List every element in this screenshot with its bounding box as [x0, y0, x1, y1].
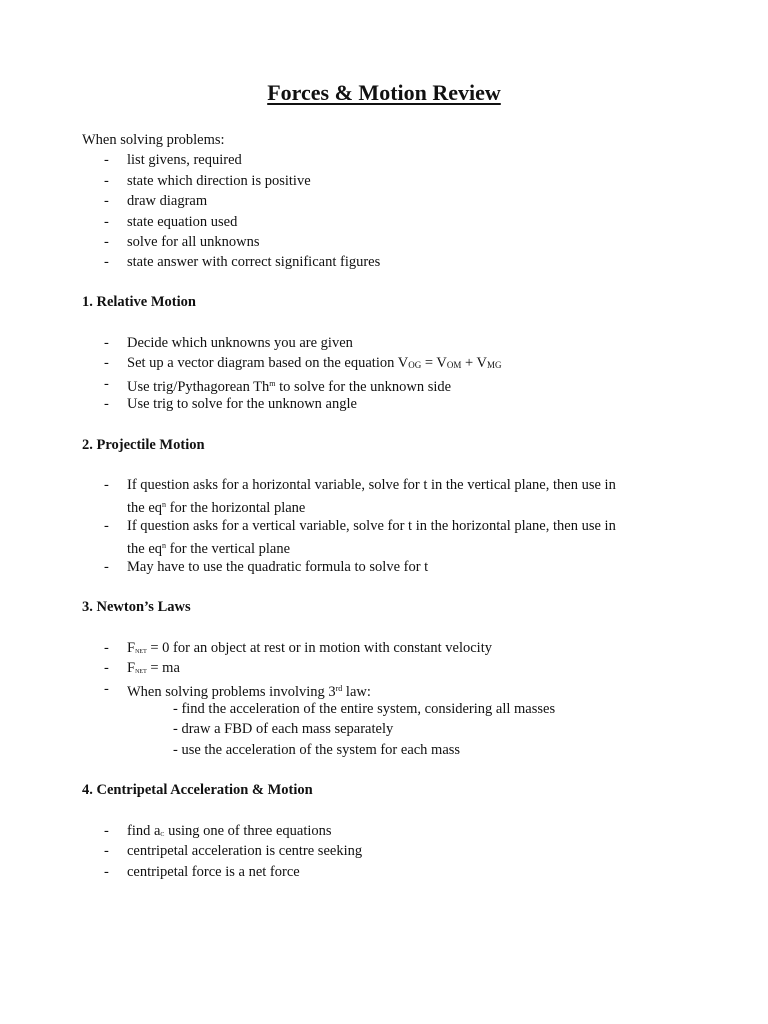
bullet-dash: -	[104, 843, 109, 859]
bullet-dash: -	[104, 234, 109, 250]
section-heading-projectile-motion: 2. Projectile Motion	[82, 437, 205, 453]
list-item: state which direction is positive	[127, 173, 311, 189]
list-item-equation: Set up a vector diagram based on the equation VOG = VOM + VMG	[127, 355, 502, 371]
bullet-dash: -	[104, 254, 109, 270]
bullet-dash: -	[104, 214, 109, 230]
list-item: May have to use the quadratic formula to solve for t	[127, 559, 429, 575]
list-item: solve for all unknowns	[127, 234, 260, 250]
bullet-dash: -	[104, 823, 109, 839]
page-title: Forces & Motion Review	[267, 80, 501, 105]
sub-list-item: - use the acceleration of the system for each mass	[173, 742, 461, 758]
bullet-dash: -	[104, 335, 109, 351]
list-item-continuation: the $eq^n$ for the vertical plane	[127, 541, 291, 557]
bullet-dash: -	[104, 660, 109, 676]
bullet-dash: -	[104, 640, 109, 656]
list-item: centripetal force is a net force	[127, 864, 300, 880]
list-item: draw diagram	[127, 193, 208, 209]
intro-text: When solving problems:	[82, 132, 225, 148]
bullet-dash: -	[104, 193, 109, 209]
section-heading-centripetal: 4. Centripetal Acceleration & Motion	[82, 782, 313, 798]
bullet-dash: -	[104, 355, 109, 371]
bullet-dash: -	[104, 518, 109, 534]
list-item: centripetal acceleration is centre seeking	[127, 843, 363, 859]
sub-list-item: - draw a FBD of each mass separately	[173, 721, 394, 737]
bullet-dash: -	[104, 477, 109, 493]
section-heading-newtons-laws: 3. Newton’s Laws	[82, 599, 191, 615]
bullet-dash: -	[104, 173, 109, 189]
list-item: Use trig/Pythagorean Th$^m$ to solve for the unknown side	[127, 379, 452, 395]
list-item: If question asks for a horizontal variable, solve for t in the vertical plane, then use in	[127, 477, 616, 493]
list-item-continuation: the $eq^n$ for the horizontal plane	[127, 500, 306, 516]
list-item: Fnet = ma	[127, 660, 180, 676]
section-heading-relative-motion: 1. Relative Motion	[82, 294, 196, 310]
list-item: Decide which unknowns you are given	[127, 335, 353, 351]
bullet-dash: -	[104, 559, 109, 575]
list-item: state answer with correct significant figures	[127, 254, 381, 270]
list-item: Use trig to solve for the unknown angle	[127, 396, 357, 412]
bullet-dash: -	[104, 376, 109, 392]
list-item: find ac using one of three equations	[127, 823, 332, 839]
list-item: Fnet = 0 for an object at rest or in motion with constant velocity	[127, 640, 492, 656]
bullet-dash: -	[104, 396, 109, 412]
list-item: If question asks for a vertical variable, solve for t in the horizontal plane, then use in	[127, 518, 616, 534]
bullet-dash: -	[104, 864, 109, 880]
bullet-dash: -	[104, 681, 109, 697]
list-item: When solving problems involving 3rd law:	[127, 684, 371, 700]
bullet-dash: -	[104, 152, 109, 168]
sub-list-item: - find the acceleration of the entire system, considering all masses	[173, 701, 556, 717]
list-item: state equation used	[127, 214, 238, 230]
list-item: list givens, required	[127, 152, 242, 168]
